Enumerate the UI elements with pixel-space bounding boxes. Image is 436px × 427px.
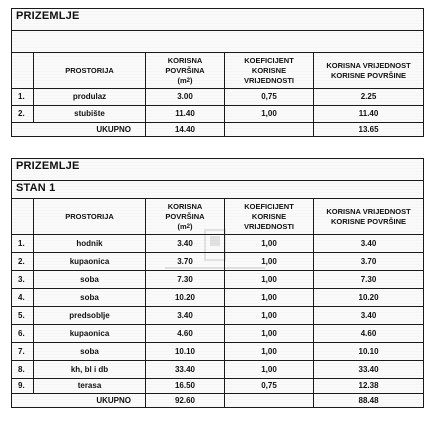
row-room: predsoblje bbox=[34, 307, 146, 325]
row-value: 33.40 bbox=[314, 361, 424, 379]
row-num: 9. bbox=[12, 379, 34, 394]
total-area: 92.60 bbox=[146, 394, 225, 408]
table-row bbox=[12, 235, 424, 253]
row-area: 7.30 bbox=[146, 271, 225, 289]
table-row bbox=[12, 89, 424, 106]
header-area-label: KORISNA POVRŠINA bbox=[165, 55, 205, 75]
row-room: stubište bbox=[34, 106, 146, 123]
row-room: hodnik bbox=[34, 235, 146, 253]
table-row bbox=[12, 361, 424, 379]
row-room: kupaonica bbox=[34, 253, 146, 271]
header-coef: KOEFICIJENT KORISNE VRIJEDNOSTI bbox=[225, 53, 314, 89]
row-value: 4.60 bbox=[314, 325, 424, 343]
row-room: produlaz bbox=[34, 89, 146, 106]
unit-end: ) bbox=[190, 75, 193, 85]
unit-base: (m bbox=[177, 75, 187, 85]
row-value: 2.25 bbox=[314, 89, 424, 106]
table-stan-1 bbox=[11, 158, 424, 408]
blank-row bbox=[12, 31, 424, 53]
row-room: kupaonica bbox=[34, 325, 146, 343]
row-coef: 0,75 bbox=[225, 379, 314, 394]
total-row bbox=[12, 123, 424, 137]
row-area: 10.10 bbox=[146, 343, 225, 361]
header-coef: KOEFICIJENT KORISNE VRIJEDNOSTI bbox=[225, 199, 314, 235]
row-value: 3.40 bbox=[314, 307, 424, 325]
total-coef bbox=[225, 394, 314, 408]
row-num: 6. bbox=[12, 325, 34, 343]
row-coef: 1,00 bbox=[225, 343, 314, 361]
header-row bbox=[12, 53, 424, 89]
row-num: 3. bbox=[12, 271, 34, 289]
row-coef: 1,00 bbox=[225, 106, 314, 123]
row-room: soba bbox=[34, 271, 146, 289]
row-value: 7.30 bbox=[314, 271, 424, 289]
header-num bbox=[12, 199, 34, 235]
row-num: 8. bbox=[12, 361, 34, 379]
table-row bbox=[12, 253, 424, 271]
total-coef bbox=[225, 123, 314, 137]
table-row bbox=[12, 343, 424, 361]
row-num: 1. bbox=[12, 89, 34, 106]
header-row bbox=[12, 199, 424, 235]
row-value: 3.70 bbox=[314, 253, 424, 271]
row-area: 3.40 bbox=[146, 235, 225, 253]
row-value: 3.40 bbox=[314, 235, 424, 253]
row-value: 12.38 bbox=[314, 379, 424, 394]
row-area: 10.20 bbox=[146, 289, 225, 307]
total-label: UKUPNO bbox=[12, 123, 146, 137]
header-value: KORISNA VRIJEDNOST KORISNE POVRŠINE bbox=[314, 53, 424, 89]
table-subtitle: STAN 1 bbox=[12, 181, 424, 199]
row-room: kh, bl i db bbox=[34, 361, 146, 379]
unit-sup: 2 bbox=[186, 77, 190, 84]
row-num: 7. bbox=[12, 343, 34, 361]
total-area: 14.40 bbox=[146, 123, 225, 137]
row-coef: 1,00 bbox=[225, 271, 314, 289]
table-row bbox=[12, 307, 424, 325]
row-coef: 1,00 bbox=[225, 361, 314, 379]
row-coef: 1,00 bbox=[225, 325, 314, 343]
unit-base: (m bbox=[177, 221, 187, 231]
table-row bbox=[12, 379, 424, 394]
row-coef: 0,75 bbox=[225, 89, 314, 106]
row-num: 5. bbox=[12, 307, 34, 325]
header-area bbox=[146, 199, 225, 235]
header-area-unit bbox=[177, 222, 192, 231]
header-num bbox=[12, 53, 34, 89]
header-area-label: KORISNA POVRŠINA bbox=[165, 201, 205, 221]
row-coef: 1,00 bbox=[225, 307, 314, 325]
row-num: 2. bbox=[12, 253, 34, 271]
total-value: 88.48 bbox=[314, 394, 424, 408]
row-area: 11.40 bbox=[146, 106, 225, 123]
table-row bbox=[12, 106, 424, 123]
total-value: 13.65 bbox=[314, 123, 424, 137]
row-room: soba bbox=[34, 289, 146, 307]
row-num: 4. bbox=[12, 289, 34, 307]
header-area-unit bbox=[177, 76, 192, 85]
row-area: 16.50 bbox=[146, 379, 225, 394]
header-room: PROSTORIJA bbox=[34, 199, 146, 235]
row-value: 10.10 bbox=[314, 343, 424, 361]
table-row bbox=[12, 289, 424, 307]
header-value: KORISNA VRIJEDNOST KORISNE POVRŠINE bbox=[314, 199, 424, 235]
table-title: PRIZEMLJE bbox=[12, 9, 424, 31]
row-room: soba bbox=[34, 343, 146, 361]
total-row bbox=[12, 394, 424, 408]
unit-end: ) bbox=[190, 221, 193, 231]
row-num: 2. bbox=[12, 106, 34, 123]
row-num: 1. bbox=[12, 235, 34, 253]
row-coef: 1,00 bbox=[225, 235, 314, 253]
row-coef: 1,00 bbox=[225, 253, 314, 271]
row-value: 10.20 bbox=[314, 289, 424, 307]
header-area bbox=[146, 53, 225, 89]
row-coef: 1,00 bbox=[225, 289, 314, 307]
row-value: 11.40 bbox=[314, 106, 424, 123]
row-area: 3.70 bbox=[146, 253, 225, 271]
table-row bbox=[12, 271, 424, 289]
row-area: 33.40 bbox=[146, 361, 225, 379]
table-row bbox=[12, 325, 424, 343]
row-room: terasa bbox=[34, 379, 146, 394]
header-room: PROSTORIJA bbox=[34, 53, 146, 89]
row-area: 4.60 bbox=[146, 325, 225, 343]
table-prizemlje bbox=[11, 8, 424, 137]
row-area: 3.40 bbox=[146, 307, 225, 325]
table-title: PRIZEMLJE bbox=[12, 159, 424, 181]
total-label: UKUPNO bbox=[12, 394, 146, 408]
unit-sup: 2 bbox=[186, 223, 190, 230]
row-area: 3.00 bbox=[146, 89, 225, 106]
